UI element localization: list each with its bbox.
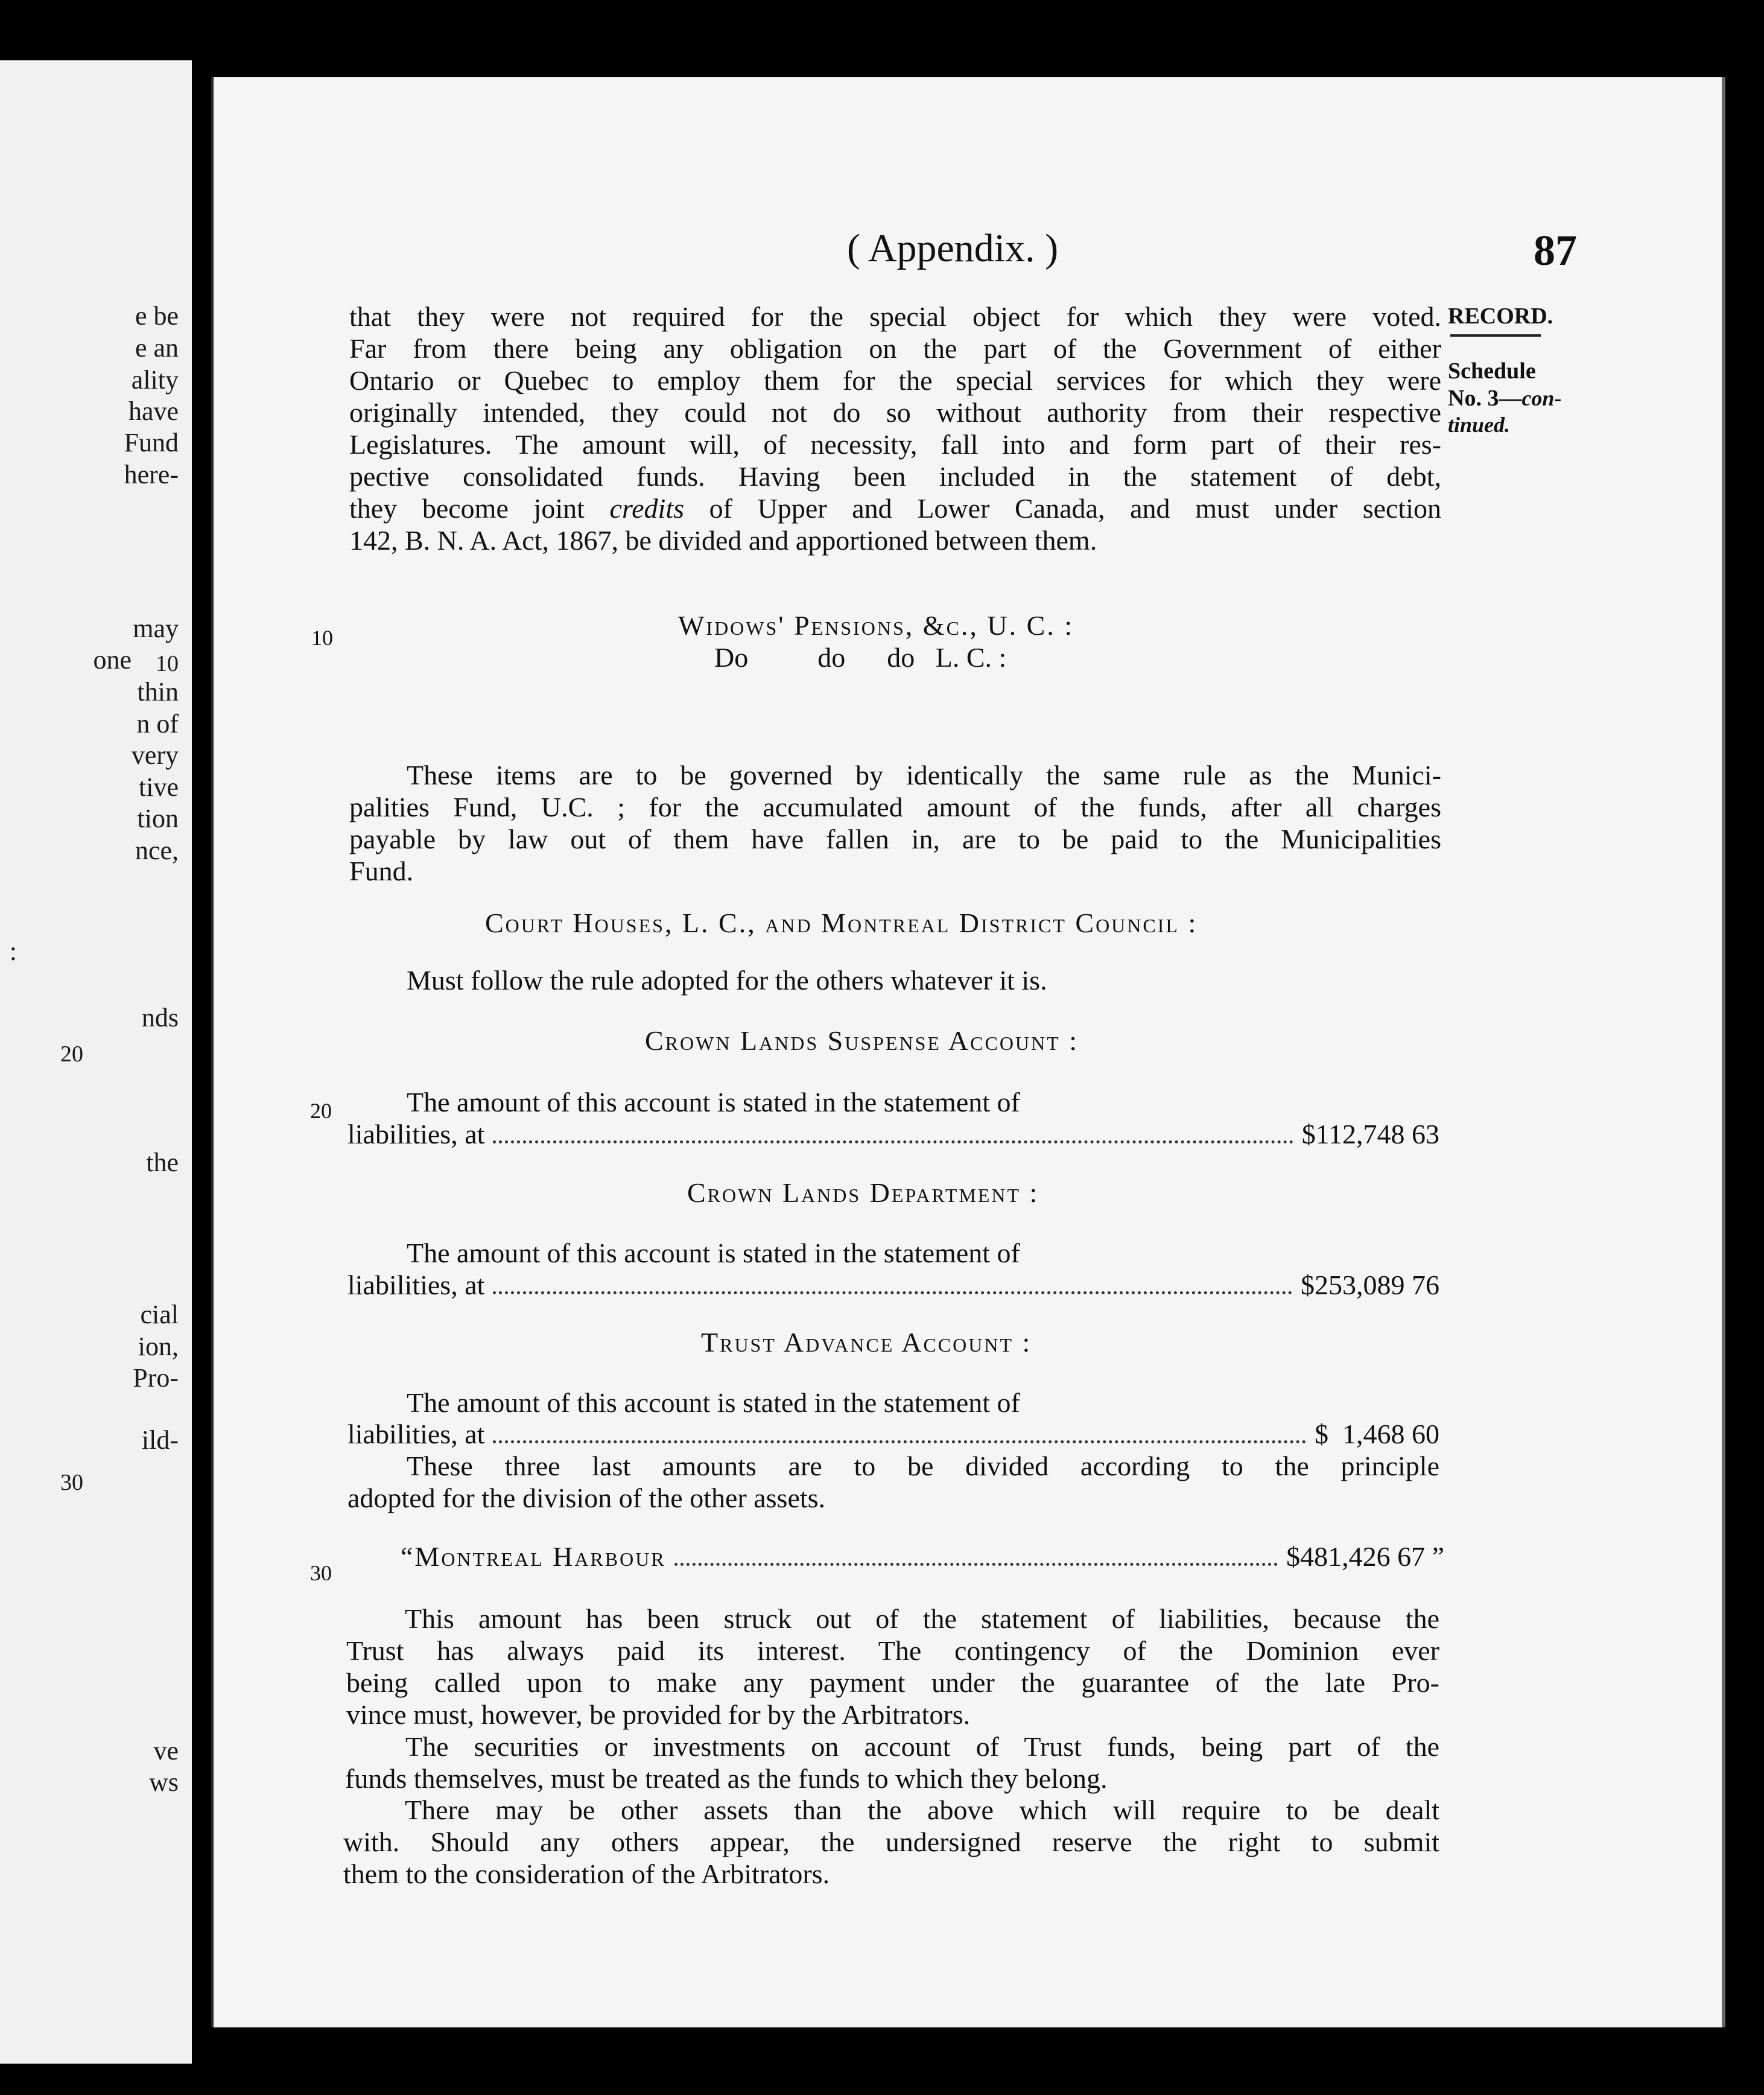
sidenote-number-text: No. 3—	[1448, 386, 1522, 411]
prev-line: very	[131, 740, 179, 770]
prev-line: nds	[141, 1003, 179, 1032]
sidenote-continued-b: tinued.	[1448, 413, 1511, 437]
text-line: Far from there being any obligation on the part of the Government of either	[349, 333, 1441, 364]
text-line: adopted for the division of the other assets.	[347, 1483, 826, 1513]
prev-line: ild-	[141, 1425, 179, 1455]
prev-line: ve	[153, 1736, 179, 1766]
sidenote-rule	[1450, 334, 1541, 337]
harbour-label: “Montreal Harbour	[401, 1541, 666, 1572]
margin-line-number: 20	[310, 1099, 332, 1123]
department-label: liabilities, at	[347, 1270, 485, 1300]
prev-line-number: 20	[60, 1041, 83, 1067]
previous-page-fragment	[0, 60, 192, 2064]
text-line: with. Should any others appear, the undersigned reserve the right to submit	[343, 1826, 1439, 1857]
text-line: This amount has been struck out of the statement of liabilities, because the	[405, 1603, 1439, 1634]
department-amount-row	[347, 1269, 1439, 1301]
heading-trust-advance: Trust Advance Account :	[701, 1327, 1032, 1358]
text-line: palities Fund, U.C. ; for the accumulated amount of the funds, after all charges	[349, 792, 1441, 822]
prev-line: e an	[135, 333, 179, 363]
text-span: of Upper and Lower Canada, and must under section	[684, 493, 1441, 524]
prev-line-number: 30	[60, 1470, 83, 1495]
margin-line-number: 30	[310, 1561, 332, 1585]
text-line: vince must, however, be provided for by the Arbitrators.	[346, 1699, 971, 1730]
text-line: The securities or investments on account of Trust funds, being part of the	[405, 1731, 1439, 1762]
text-line: These three last amounts are to be divided according to the principle	[407, 1451, 1439, 1481]
text-line: Trust has always paid its interest. The contingency of the Dominion ever	[346, 1635, 1439, 1666]
paragraph-2	[349, 759, 1441, 887]
text-line: Fund.	[349, 856, 414, 886]
court-houses-text: Must follow the rule adopted for the others whatever it is.	[407, 965, 1047, 996]
text-line: them to the consideration of the Arbitrators.	[343, 1858, 830, 1889]
prev-line: Fund	[124, 428, 179, 457]
prev-line: tive	[139, 772, 179, 802]
trust-amount-row	[347, 1418, 1439, 1450]
text-line: 142, B. N. A. Act, 1867, be divided and apportioned between them.	[349, 525, 1097, 556]
harbour-amount: $481,426 67 ”	[1286, 1541, 1444, 1572]
leader-dots	[493, 1440, 1306, 1443]
paragraph-5	[343, 1794, 1439, 1890]
prev-line: nce,	[135, 836, 179, 865]
paragraph-3	[346, 1603, 1439, 1731]
heading-court-houses: Court Houses, L. C., and Montreal District Council :	[485, 908, 1198, 938]
text-line: originally intended, they could not do so without authority from their respective	[349, 397, 1441, 428]
trust-amount: $ 1,468 60	[1315, 1419, 1439, 1449]
margin-line-number: 10	[311, 626, 333, 650]
prev-line: thin	[137, 677, 179, 707]
text-line: These items are to be governed by identically the same rule as the Munici-	[407, 760, 1441, 790]
text-line: Legislatures. The amount will, of necessity, fall into and form part of their res-	[349, 429, 1441, 460]
suspense-amount: $112,748 63	[1301, 1119, 1439, 1149]
prev-line: ion,	[138, 1332, 179, 1361]
heading-crown-lands-suspense: Crown Lands Suspense Account :	[645, 1025, 1079, 1056]
trust-label: liabilities, at	[347, 1419, 485, 1449]
text-line: Ontario or Quebec to employ them for the special services for which they were	[349, 365, 1441, 396]
sidenote-schedule: Schedule	[1448, 358, 1536, 384]
harbour-row	[401, 1540, 1444, 1572]
department-line-1: The amount of this account is stated in the statement of	[407, 1238, 1020, 1268]
prev-line: e be	[135, 301, 179, 331]
suspense-amount-row	[347, 1118, 1439, 1150]
prev-line: here-	[124, 460, 179, 489]
sidenote-continued-a: con-	[1521, 386, 1562, 410]
prev-line: one	[93, 645, 132, 675]
trust-note	[347, 1450, 1439, 1514]
trust-line-1: The amount of this account is stated in the statement of	[407, 1387, 1020, 1418]
prev-line: ws	[149, 1767, 179, 1797]
text-line: being called upon to make any payment under the guarantee of the late Pro-	[346, 1667, 1439, 1698]
paragraph-1	[349, 300, 1441, 556]
heading-widows-pensions-lc: Do do do L. C. :	[714, 642, 1007, 673]
text-line: payable by law out of them have fallen in, are to be paid to the Municipalities	[349, 824, 1441, 854]
heading-widows-pensions-uc: Widows' Pensions, &c., U. C. :	[678, 610, 1074, 641]
leader-dots	[493, 1291, 1292, 1294]
sidenote-record: RECORD.	[1448, 304, 1553, 329]
prev-line: :	[9, 936, 17, 966]
running-header: ( Appendix. )	[847, 226, 1059, 270]
page-number: 87	[1534, 226, 1577, 275]
leader-dots	[493, 1140, 1293, 1143]
suspense-line-1: The amount of this account is stated in the statement of	[407, 1087, 1020, 1117]
suspense-label: liabilities, at	[347, 1119, 485, 1149]
prev-line: may	[133, 614, 179, 643]
prev-line: n of	[136, 709, 179, 739]
sidenote-number	[1448, 385, 1561, 412]
heading-crown-lands-department: Crown Lands Department :	[687, 1177, 1039, 1208]
prev-line: cial	[140, 1300, 179, 1329]
prev-line: ality	[131, 365, 179, 395]
department-amount: $253,089 76	[1301, 1270, 1439, 1300]
prev-line-number: 10	[156, 651, 179, 676]
text-line: pective consolidated funds. Having been included in the statement of debt,	[349, 461, 1441, 492]
leader-dots	[674, 1563, 1278, 1566]
text-line	[349, 492, 1441, 524]
text-line: that they were not required for the special object for which they were voted.	[349, 301, 1441, 332]
document-page	[211, 77, 1725, 2027]
text-span: they become joint	[349, 493, 610, 524]
prev-line: Pro-	[133, 1363, 179, 1393]
paragraph-4	[345, 1731, 1439, 1795]
prev-line: have	[128, 396, 179, 426]
prev-line: tion	[137, 804, 179, 833]
prev-line: the	[146, 1148, 179, 1177]
text-line: funds themselves, must be treated as the funds to which they belong.	[345, 1763, 1108, 1794]
text-line: There may be other assets than the above which will require to be dealt	[405, 1795, 1439, 1825]
italic-word: credits	[609, 493, 685, 524]
